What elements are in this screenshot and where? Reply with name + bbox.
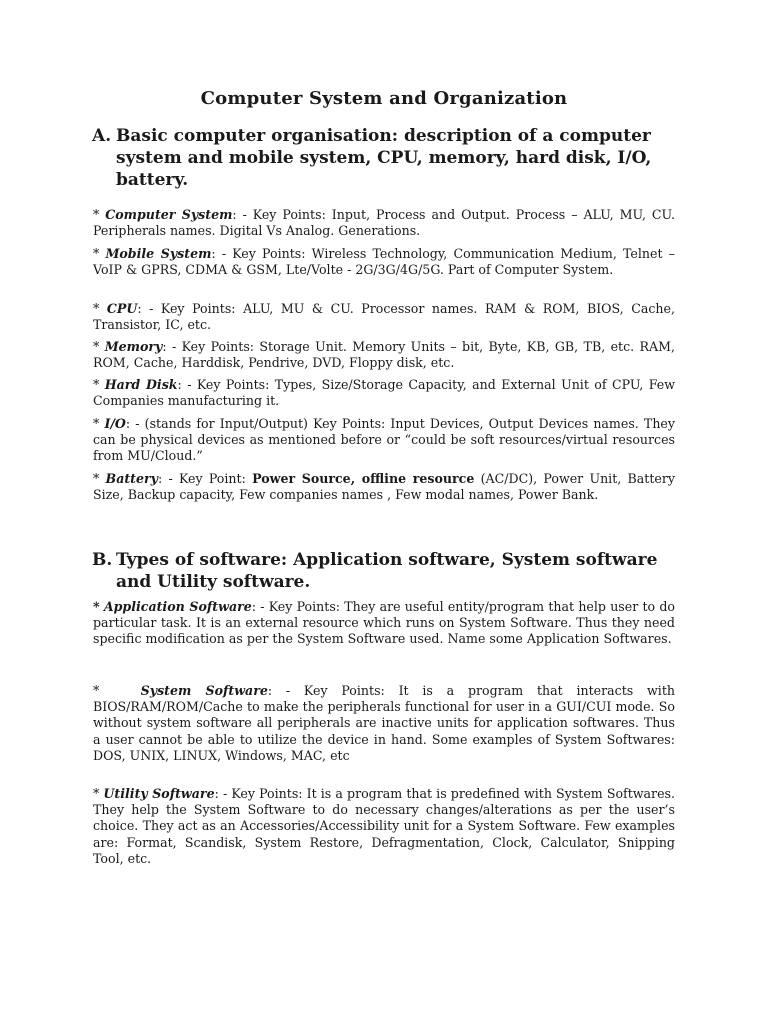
item-text: : - Key Points: They are useful entity/program that help user to do particular task. It is an external resource which runs on System Software. Thus they need specific modification as per the System Software used. Name some Application Softwares. [93, 599, 675, 647]
item-text: : - Key Points: It is a program that is predefined with System Softwares. They help the System Software to do necessary changes/alterations as per the user’s choice. They act as an Accessories/Accessibility unit for a System Software. Few examples are: Format, Scandisk, System Restore, Defragmentation, Clock, Calculator, Snipping Tool, etc. [93, 786, 675, 866]
item-text: : - Key Points: Types, Size/Storage Capacity, and External Unit of CPU, Few Companies manufacturing it. [93, 377, 676, 409]
bullet-star: * [93, 207, 100, 222]
item-text: : - Key Points: Input, Process and Output. Process – ALU, MU, CU. Peripherals names. Digital Vs Analog. Generations. [93, 207, 675, 239]
section-letter: B. [92, 550, 113, 570]
item-text: : - Key Points: Wireless Technology, Communication Medium, Telnet –VoIP & GPRS, CDMA & GSM, Lte/Volte - 2G/3G/4G/5G. Part of Computer System. [93, 246, 675, 278]
section-heading-text: Basic computer organisation: description of a computer system and mobile system, CPU, memory, hard disk, I/O, battery. [116, 126, 652, 190]
page-title: Computer System and Organization [200, 88, 568, 109]
item-term: Battery [105, 471, 158, 486]
bullet-star: * [93, 786, 100, 801]
list-item-hard-disk [93, 377, 675, 409]
list-item-memory [93, 339, 675, 371]
bullet-star: * [93, 683, 100, 698]
list-item-cpu [93, 301, 675, 333]
bullet-star: * [93, 339, 100, 354]
bullet-star: * [93, 471, 100, 486]
item-strong-text: Power Source, offline resource [252, 471, 475, 486]
item-text: : - (stands for Input/Output) Key Points: Input Devices, Output Devices names. They can be physical devices as mentioned before or “could be soft resources/virtual resources from MU/Cloud.” [93, 416, 676, 464]
item-text: (AC/DC), Power Unit, Battery Size, Backup capacity, Few companies names , Few modal names, Power Bank. [93, 471, 675, 503]
list-item-application-software [93, 599, 675, 648]
list-item-system-software [93, 683, 675, 764]
bullet-star: * [93, 301, 100, 316]
section-letter: A. [92, 126, 112, 146]
item-text-pre: : - Key Point: [157, 471, 253, 486]
bullet-star: * [93, 416, 100, 431]
bullet-star: * [93, 246, 100, 261]
section-heading-text: Types of software: Application software, System software and Utility software. [116, 550, 658, 592]
item-text: : - Key Points: It is a program that interacts with BIOS/RAM/ROM/Cache to make the peripherals functional for user in a GUI/CUI mode. So without system software all peripherals are inactive units for application softwares. Thus a user cannot be able to utilize the device in hand. Some examples of System Softwares: DOS, UNIX, LINUX, Windows, MAC, etc [93, 683, 675, 763]
item-term: Mobile System [105, 246, 212, 261]
item-term: Hard Disk [104, 377, 178, 392]
item-text: : - Key Points: Storage Unit. Memory Units – bit, Byte, KB, GB, TB, etc. RAM, ROM, Cache, Harddisk, Pendrive, DVD, Floppy disk, etc. [93, 339, 675, 371]
list-item-computer-system [93, 207, 675, 239]
item-text: : - Key Points: ALU, MU & CU. Processor names. RAM & ROM, BIOS, Cache, Transistor, IC, etc. [93, 301, 675, 333]
list-item-io [93, 416, 675, 465]
item-term: Computer System [105, 207, 233, 222]
item-term: CPU [106, 301, 138, 316]
bullet-star: * [93, 377, 100, 392]
item-term: Application Software [103, 599, 252, 614]
list-item-battery [93, 471, 675, 503]
item-term: Memory [104, 339, 163, 354]
section-heading-a [92, 125, 692, 191]
section-heading-b [92, 549, 692, 593]
list-item-mobile-system [93, 246, 675, 278]
item-term: Utility Software [103, 786, 215, 801]
list-item-utility-software [93, 786, 675, 867]
item-term: System Software [140, 683, 268, 698]
item-term: I/O [104, 416, 126, 431]
bullet-star: * [93, 599, 100, 614]
